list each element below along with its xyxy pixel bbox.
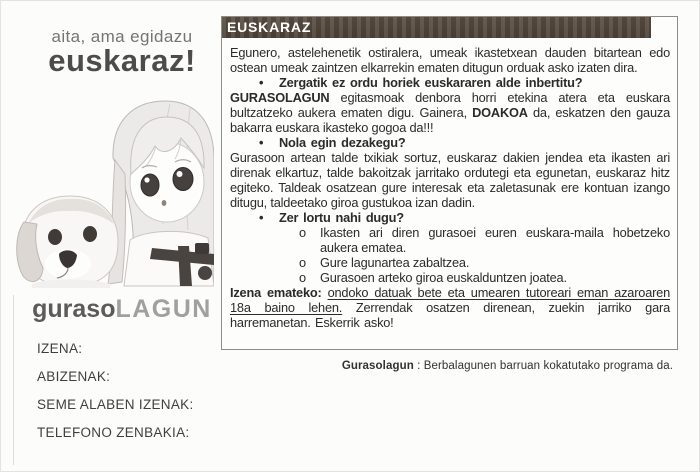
paragraph-gurasolagun [230, 90, 670, 135]
bold-gurasolagun: GURASOLAGUN [230, 90, 330, 105]
bullet-label: Zergatik ez ordu horiek euskararen alde inbertitu? [279, 75, 583, 90]
underlined-deadline: ondoko datuak bete eta umearen tutoreari eman azaroaren 18a baino lehen. [230, 285, 671, 315]
signup-paragraph [230, 285, 670, 330]
bullet-label: Zer lortu nahi dugu? [279, 210, 404, 225]
gurasolagun-logo [28, 296, 216, 323]
euskaraz-header-bar [222, 17, 651, 38]
girl-and-dog-illustration [12, 96, 214, 288]
bullet-marker: • [259, 210, 264, 225]
goal-text: Gure lagunartea zabaltzea. [320, 255, 470, 270]
goal-item [230, 225, 670, 255]
bullet-marker: • [259, 75, 264, 90]
girl-overall-button [198, 266, 212, 280]
euskaraz-header-label: EUSKARAZ [227, 19, 312, 35]
paragraph-text: Zerrendak osatzen direnean, zuekin jarriko gara harremanetan. Eskerrik asko! [230, 300, 670, 330]
bold-doakoa: DOAKOA [472, 105, 528, 120]
dog-left-eye [48, 229, 62, 245]
goal-text: Ikasten ari diren gurasoei euren euskara-maila hobetzeko aukera ematea. [320, 225, 670, 255]
goal-marker: o [299, 270, 306, 285]
girl-right-eye [173, 168, 193, 191]
goal-marker: o [299, 225, 306, 240]
info-box-body [222, 38, 677, 330]
paragraph-text: egitasmoak denbora horri etekina atera eta euskara bultzatzeko aukera ematen digu. Gainera, [230, 90, 670, 120]
bullet-label: Nola egin dezakegu? [279, 135, 406, 150]
form-field-izena: IZENA: [37, 341, 83, 356]
logo-text-lagun: LAGUN [115, 295, 212, 323]
info-box [221, 16, 678, 350]
intro-paragraph: Egunero, astelehenetik ostiralera, umeak ikastetxean dauden bitartean edo ostean umeak zaintzen elkarrekin ematen ditugun orduak asko izaten dira. [230, 45, 670, 75]
tagline-line2: euskaraz! [48, 43, 196, 78]
paragraph-how: Gurasoon artean talde txikiak sortuz, euskaraz dakien jendea eta ikasten ari direnak elkartuz, talde bakoitzak jarritako ordutegi eta egunetan, euskaraz hitz egiteko. Taldeak osatzean gure interesak eta zaletasunak ere kontuan izango ditugu, taldeetako giroa gustukoa izan dadin. [230, 150, 670, 210]
form-field-seme-alaben-izenak: SEME ALABEN IZENAK: [37, 397, 194, 412]
scan-artifact-line [13, 295, 14, 465]
bullet-question-2 [230, 135, 670, 150]
bullet-marker: • [259, 135, 264, 150]
tagline-line1: aita, ama egidazu [51, 27, 193, 46]
goal-marker: o [299, 255, 306, 270]
logo-text-guraso: guraso [32, 295, 116, 323]
footnote-bold: Gurasolagun [341, 360, 414, 372]
bullet-question-3 [230, 210, 670, 225]
goal-text: Gurasoen arteko giroa euskalduntzen joatea. [320, 270, 567, 285]
signup-form-labels [37, 342, 194, 440]
bullet-question-1 [230, 75, 670, 90]
goal-item [230, 255, 670, 270]
goal-item [230, 270, 670, 285]
tagline [34, 27, 210, 76]
footnote-text: : Berbalagunen barruan kokatutako programa da. [413, 360, 673, 372]
footnote [342, 360, 673, 372]
girl-mouth [162, 200, 167, 206]
girl-left-eye [141, 174, 159, 196]
form-field-abizenak: ABIZENAK: [37, 369, 111, 384]
dog-right-eye [83, 226, 97, 242]
form-field-telefono-zenbakia: TELEFONO ZENBAKIA: [37, 425, 190, 440]
paragraph-text: da, eskatzen den gauza bakarra euskara ikasteko gogoa da!!! [230, 105, 670, 135]
bold-izena-emateko: Izena emateko: [230, 285, 328, 300]
